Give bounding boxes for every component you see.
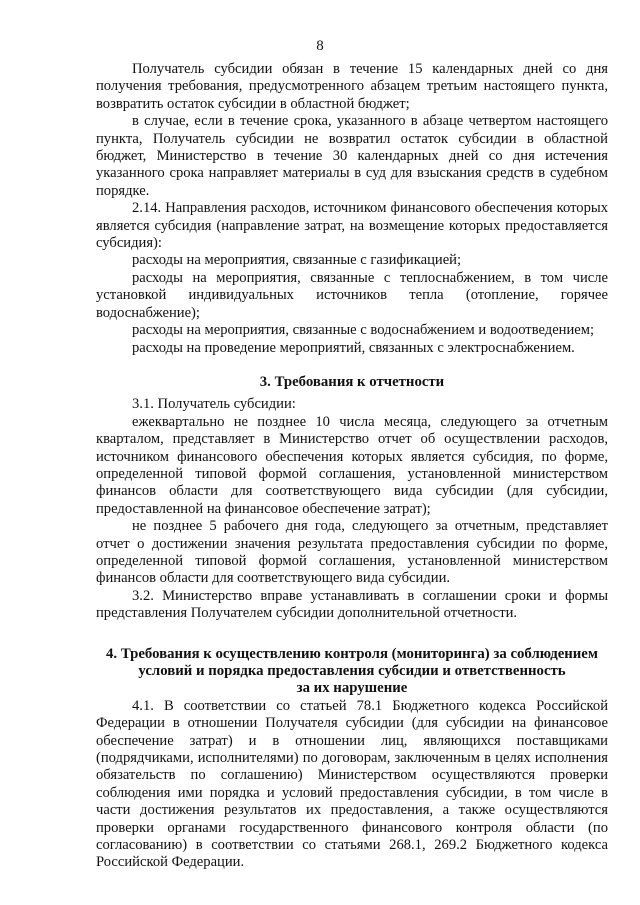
paragraph: расходы на мероприятия, связанные с водоснабжением и водоотведением;: [132, 322, 595, 339]
paragraph: расходы на мероприятия, связанные с газификацией;: [132, 252, 462, 269]
document-body: [96, 61, 608, 872]
section-3-heading: 3. Требования к отчетности: [259, 373, 445, 390]
paragraph: расходы на проведение мероприятий, связанных с электроснабжением.: [132, 339, 575, 356]
section-4-heading-line-2: условий и порядка предоставления субсидии и ответственность: [138, 663, 566, 679]
paragraph: 3.1. Получатель субсидии:: [132, 396, 296, 413]
paragraph: ежеквартально не позднее 10 числа месяца, следующего за отчетным кварталом, представляет в Министерство отчет об осуществлении расходов, источником финансового обеспечения которых является субсидия, по форме, определенной типовой формой соглашения, установленной министерством финансов области для соответствующего вида субсидии (для субсидии, предоставленной на финансовое обеспечение затрат);: [96, 413, 608, 517]
paragraph: 3.2. Министерство вправе устанавливать в соглашении сроки и формы представления Получателем субсидии дополнительной отчетности.: [96, 587, 608, 622]
paragraph: не позднее 5 рабочего дня года, следующего за отчетным, представляет отчет о достижении значения результата предоставления субсидии по форме, определенной типовой формой соглашения, установленной министерством финансов области для соответствующего вида субсидии.: [96, 518, 608, 587]
paragraph: Получатель субсидии обязан в течение 15 календарных дней со дня получения требования, предусмотренного абзацем третьим настоящего пункта, возвратить остаток субсидии в областной бюджет;: [96, 61, 608, 112]
paragraph: в случае, если в течение срока, указанного в абзаце четвертом настоящего пункта, Получатель субсидии не возвратил остаток субсидии в областной бюджет, Министерство в течение 30 календарных дней со дня истечения указанного срока направляет материалы в суд для взыскания средств в судебном порядке.: [96, 113, 608, 199]
page-number: 8: [316, 38, 324, 54]
paragraph: 4.1. В соответствии со статьей 78.1 Бюджетного кодекса Российской Федерации в отношении Получателя субсидии (для субсидии на финансовое обеспечение затрат) и в отношении лиц, являющихся поставщиками (подрядчиками, исполнителями) по договорам, заключенным в целях исполнения обязательств по соглашению) Министерством осуществляются проверки соблюдения ими порядка и условий предоставления субсидии, в том числе в части достижения результатов их предоставления, а также осуществляются проверки органами государственного финансового контроля области (по согласованию) в соответствии со статьями 268.1, 269.2 Бюджетного кодекса Российской Федерации.: [96, 697, 608, 871]
paragraph: расходы на мероприятия, связанные с теплоснабжением, в том числе установкой индивидуальных источников тепла (отопление, горячее водоснабжение);: [96, 269, 608, 321]
section-4-heading-line-3: за их нарушение: [296, 680, 408, 697]
paragraph: 2.14. Направления расходов, источником финансового обеспечения которых является субсидия (направление затрат, на возмещение которых предоставляется субсидия):: [96, 200, 608, 252]
section-4-heading-line-1: 4. Требования к осуществлению контроля (мониторинга) за соблюдением: [106, 645, 598, 662]
